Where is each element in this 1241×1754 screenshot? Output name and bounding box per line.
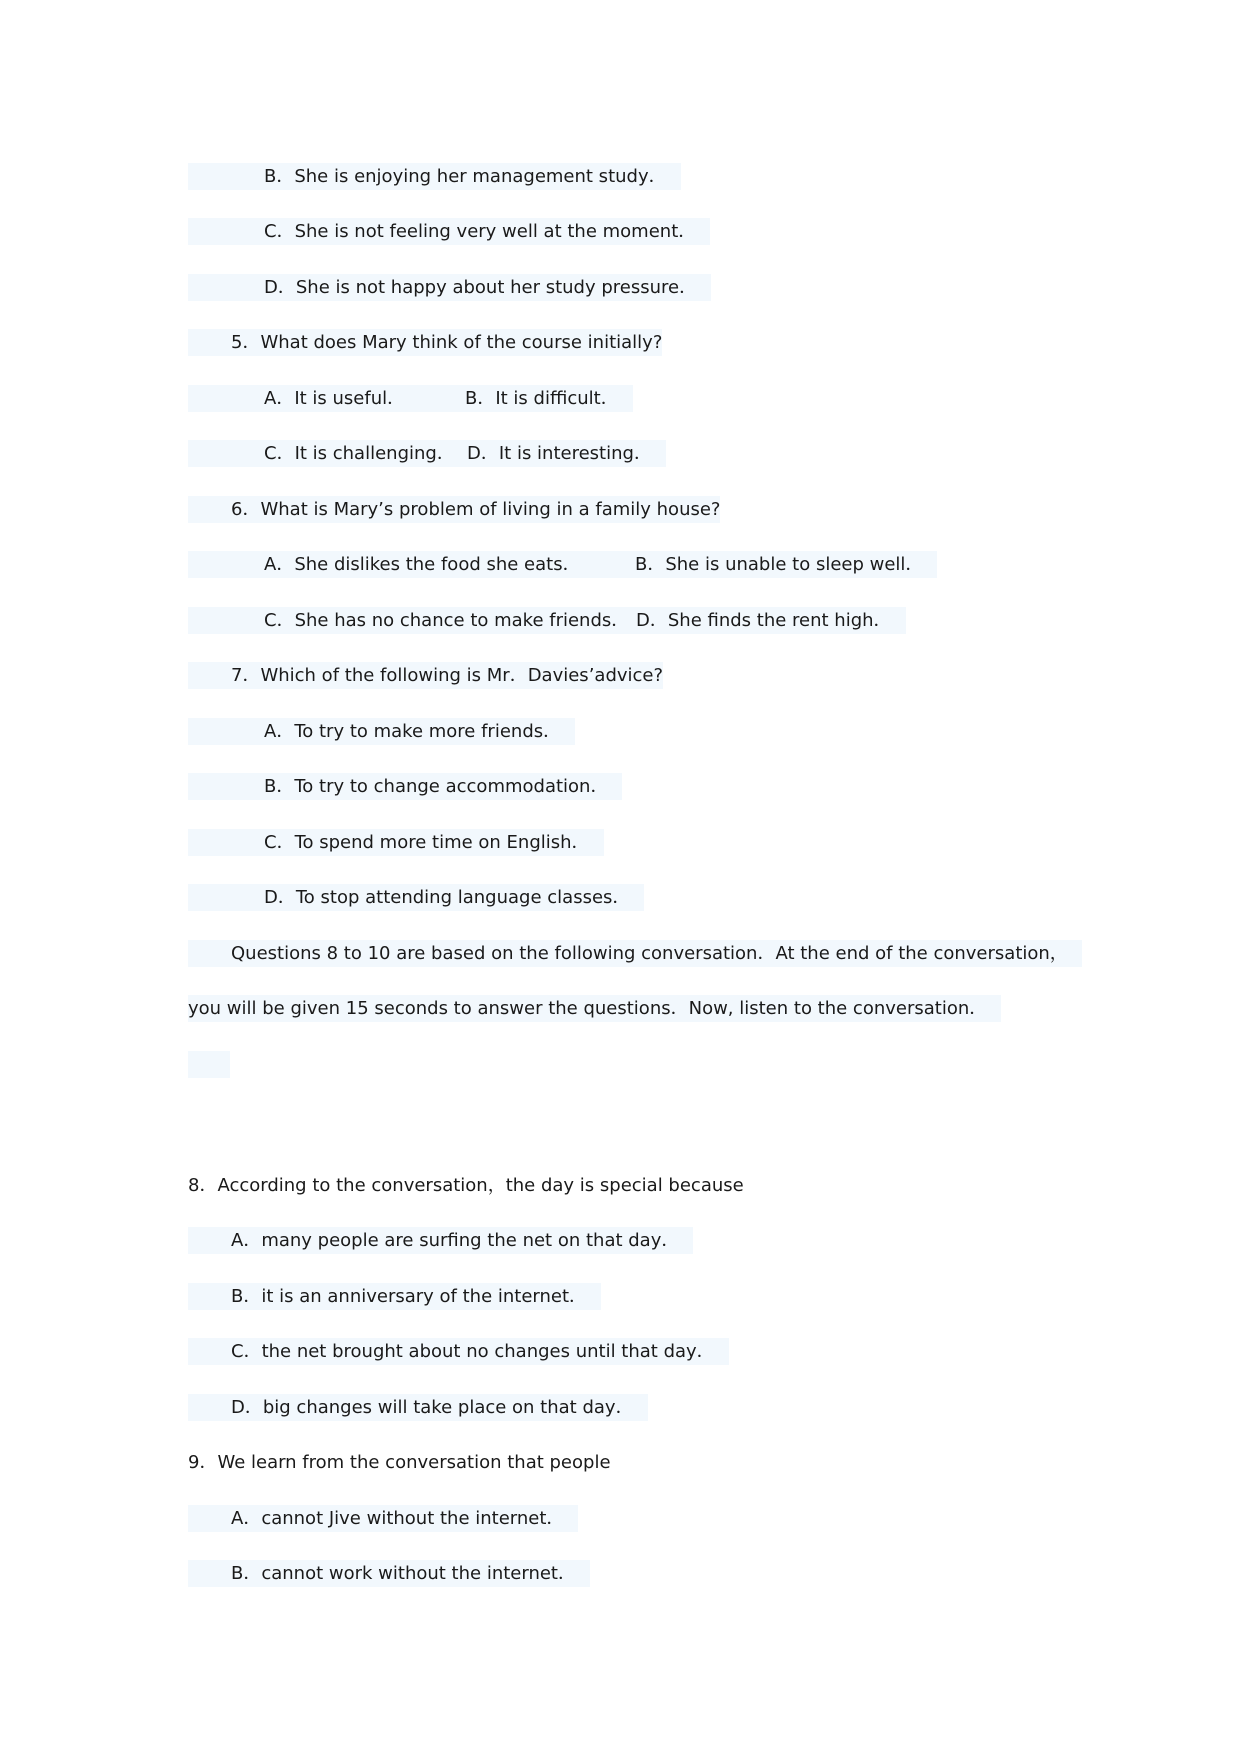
- question-line: [188, 329, 662, 356]
- option-line: [188, 1338, 729, 1365]
- option-line: [188, 218, 710, 245]
- option-line: [188, 1283, 601, 1310]
- option-text: B．cannot work without the internet．: [231, 1563, 576, 1584]
- option-text: A．cannot Jive without the internet．: [231, 1508, 565, 1529]
- option-text: B．It is difficult．: [465, 388, 619, 409]
- instruction-line: [188, 995, 1001, 1022]
- option-text: D．She finds the rent high．: [636, 610, 892, 631]
- option-line: [188, 551, 937, 578]
- question-line: [188, 1449, 611, 1476]
- option-text: B．She is unable to sleep well．: [635, 554, 924, 575]
- question-text: 5．What does Mary think of the course initially?: [231, 332, 663, 353]
- question-text: 6．What is Mary’s problem of living in a family house?: [231, 499, 721, 520]
- option-text: B．it is an anniversary of the internet．: [231, 1286, 588, 1307]
- option-text: A．It is useful．: [264, 388, 406, 409]
- option-text: C．She is not feeling very well at the moment．: [264, 221, 697, 242]
- option-text: D．To stop attending language classes．: [264, 887, 631, 908]
- question-text: 8．According to the conversation，the day is special because: [188, 1175, 744, 1196]
- option-line: [188, 440, 666, 467]
- option-line: [188, 1560, 590, 1587]
- question-line: [188, 496, 720, 523]
- question-line: [188, 1172, 744, 1199]
- option-text: D．big changes will take place on that day．: [231, 1397, 634, 1418]
- option-text: C．She has no chance to make friends．: [264, 610, 630, 631]
- option-text: B．To try to change accommodation．: [264, 776, 609, 797]
- option-line: [188, 829, 604, 856]
- question-text: 9．We learn from the conversation that people: [188, 1452, 611, 1473]
- option-text: B．She is enjoying her management study．: [264, 166, 667, 187]
- question-line: [188, 662, 663, 689]
- question-text: 7．Which of the following is Mr．Davies’advice?: [231, 665, 664, 686]
- option-line: [188, 607, 906, 634]
- option-text: C．To spend more time on English．: [264, 832, 590, 853]
- option-line: [188, 1394, 648, 1421]
- option-line: [188, 1227, 693, 1254]
- option-line: [188, 1505, 578, 1532]
- option-text: A．She dislikes the food she eats．: [264, 554, 581, 575]
- option-text: D．She is not happy about her study pressure．: [264, 277, 698, 298]
- option-text: A．To try to make more friends．: [264, 721, 562, 742]
- blank-line: [188, 1051, 230, 1078]
- instruction-line: [188, 940, 1082, 967]
- instruction-text: you will be given 15 seconds to answer the questions．Now, listen to the conversation．: [188, 998, 988, 1019]
- option-line: [188, 163, 681, 190]
- option-text: A．many people are surfing the net on that day．: [231, 1230, 680, 1251]
- option-line: [188, 718, 575, 745]
- option-text: C．It is challenging．: [264, 443, 455, 464]
- option-line: [188, 884, 644, 911]
- option-line: [188, 385, 633, 412]
- instruction-text: Questions 8 to 10 are based on the following conversation．At the end of the conversation，: [231, 943, 1068, 964]
- option-text: D．It is interesting．: [467, 443, 652, 464]
- option-line: [188, 773, 622, 800]
- option-text: C．the net brought about no changes until that day．: [231, 1341, 715, 1362]
- option-line: [188, 274, 711, 301]
